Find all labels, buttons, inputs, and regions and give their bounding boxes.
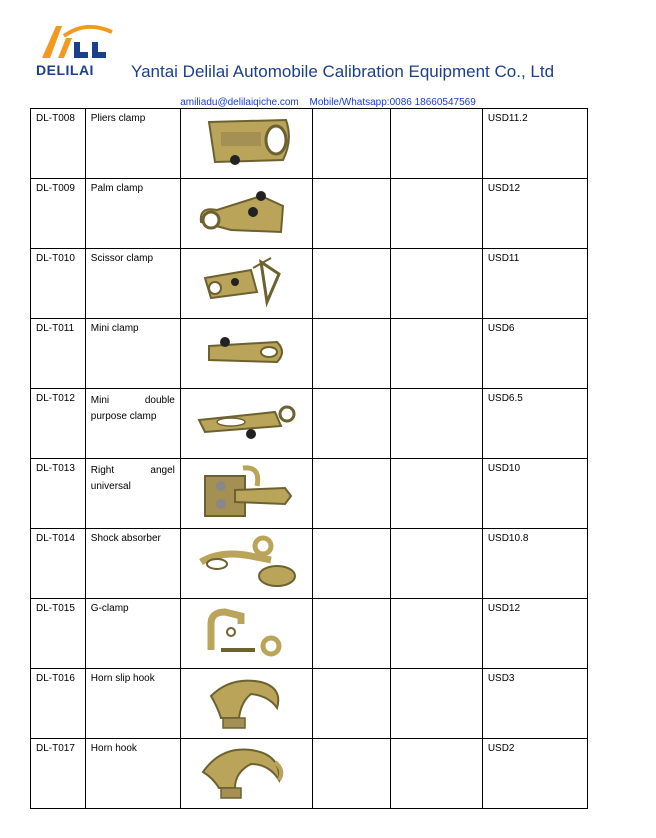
g-clamp-icon <box>191 602 301 662</box>
empty-cell <box>312 319 390 389</box>
product-price: USD12 <box>482 179 587 249</box>
product-name: Mini double purpose clamp <box>85 389 180 459</box>
empty-cell <box>391 669 483 739</box>
product-image-cell <box>180 599 312 669</box>
table-row <box>31 459 588 529</box>
table-row <box>31 109 588 179</box>
empty-cell <box>391 249 483 319</box>
table-row <box>31 669 588 739</box>
product-code: DL-T010 <box>31 249 86 319</box>
product-name: Pliers clamp <box>85 109 180 179</box>
scissor-clamp-icon <box>191 252 301 312</box>
product-image-cell <box>180 739 312 809</box>
product-price: USD2 <box>482 739 587 809</box>
right-angle-universal-icon <box>191 462 301 522</box>
empty-cell <box>391 599 483 669</box>
empty-cell <box>312 389 390 459</box>
empty-cell <box>391 389 483 459</box>
product-price: USD11.2 <box>482 109 587 179</box>
empty-cell <box>312 529 390 599</box>
shock-absorber-icon <box>191 532 301 592</box>
empty-cell <box>391 739 483 809</box>
product-image-cell <box>180 249 312 319</box>
product-price: USD10.8 <box>482 529 587 599</box>
palm-clamp-icon <box>191 182 301 242</box>
product-price: USD6 <box>482 319 587 389</box>
product-name: Shock absorber <box>85 529 180 599</box>
product-price: USD11 <box>482 249 587 319</box>
logo-text: DELILAI <box>36 62 94 78</box>
table-row <box>31 739 588 809</box>
pliers-clamp-icon <box>191 112 301 172</box>
product-image-cell <box>180 389 312 459</box>
table-row <box>31 179 588 249</box>
table-row <box>31 529 588 599</box>
horn-hook-icon <box>191 742 301 802</box>
product-image-cell <box>180 179 312 249</box>
product-code: DL-T011 <box>31 319 86 389</box>
empty-cell <box>391 459 483 529</box>
product-code: DL-T012 <box>31 389 86 459</box>
product-code: DL-T008 <box>31 109 86 179</box>
empty-cell <box>391 319 483 389</box>
empty-cell <box>312 739 390 809</box>
product-image-cell <box>180 319 312 389</box>
product-name: G-clamp <box>85 599 180 669</box>
product-code: DL-T014 <box>31 529 86 599</box>
product-name: Horn hook <box>85 739 180 809</box>
product-price: USD3 <box>482 669 587 739</box>
horn-slip-hook-icon <box>191 672 301 732</box>
empty-cell <box>312 109 390 179</box>
product-price: USD12 <box>482 599 587 669</box>
empty-cell <box>391 179 483 249</box>
empty-cell <box>391 529 483 599</box>
empty-cell <box>312 669 390 739</box>
product-image-cell <box>180 669 312 739</box>
table-row <box>31 319 588 389</box>
table-row <box>31 249 588 319</box>
email-link[interactable]: amiliadu@delilaiqiche.com <box>180 97 299 108</box>
empty-cell <box>312 459 390 529</box>
product-image-cell <box>180 109 312 179</box>
phone-text: Mobile/Whatsapp:0086 18660547569 <box>309 97 476 108</box>
product-name: Horn slip hook <box>85 669 180 739</box>
product-image-cell <box>180 529 312 599</box>
product-image-cell <box>180 459 312 529</box>
empty-cell <box>391 109 483 179</box>
product-code: DL-T015 <box>31 599 86 669</box>
product-code: DL-T016 <box>31 669 86 739</box>
table-row <box>31 389 588 459</box>
company-name: Yantai Delilai Automobile Calibration Equipment Co., Ltd <box>131 62 555 81</box>
table-row <box>31 599 588 669</box>
product-name: Right angel universal <box>85 459 180 529</box>
product-name: Mini clamp <box>85 319 180 389</box>
empty-cell <box>312 249 390 319</box>
mini-clamp-icon <box>191 322 301 382</box>
empty-cell <box>312 179 390 249</box>
product-code: DL-T009 <box>31 179 86 249</box>
product-name: Palm clamp <box>85 179 180 249</box>
empty-cell <box>312 599 390 669</box>
mini-double-purpose-clamp-icon <box>191 392 301 452</box>
product-price: USD10 <box>482 459 587 529</box>
product-price: USD6.5 <box>482 389 587 459</box>
product-code: DL-T013 <box>31 459 86 529</box>
contact-line <box>0 97 656 108</box>
product-name: Scissor clamp <box>85 249 180 319</box>
product-table <box>30 108 588 809</box>
product-code: DL-T017 <box>31 739 86 809</box>
